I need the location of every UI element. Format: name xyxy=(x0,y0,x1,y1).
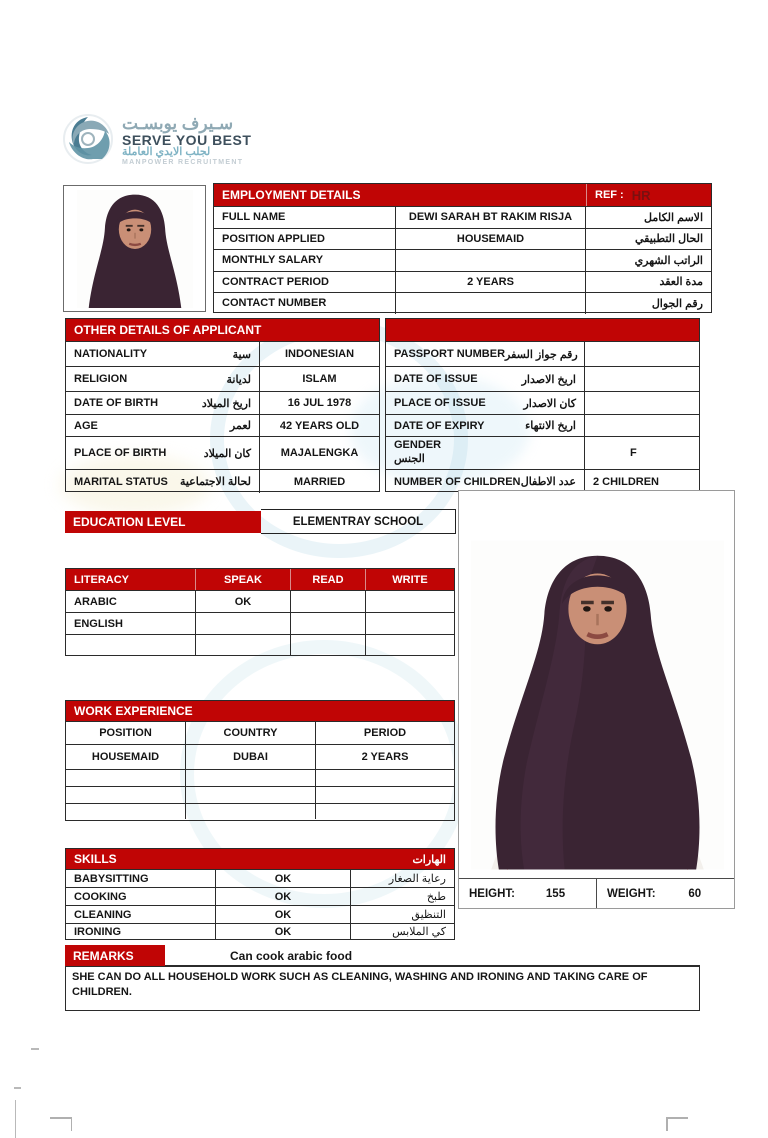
literacy-write xyxy=(366,591,454,612)
remarks-headline: Can cook arabic food xyxy=(230,948,353,963)
height-weight-row xyxy=(459,878,734,908)
literacy-read xyxy=(291,635,366,655)
work-header: PERIOD xyxy=(363,727,407,739)
remarks-divider xyxy=(165,965,700,966)
field-label: PASSPORT NUMBER xyxy=(394,348,506,360)
work-country: DUBAI xyxy=(186,745,316,769)
field-label-arabic: لحالة الاجتماعية xyxy=(179,476,251,488)
literacy-header: WRITE xyxy=(392,573,428,586)
logo-knot-icon xyxy=(62,110,114,171)
work-header: COUNTRY xyxy=(186,722,316,744)
field-value xyxy=(585,342,699,366)
field-label-arabic: اريخ الميلاد xyxy=(201,397,251,410)
field-label: DATE OF BIRTH xyxy=(74,397,159,409)
work-period xyxy=(316,787,454,803)
employment-details-title: EMPLOYMENT DETAILS xyxy=(222,188,361,202)
literacy-language xyxy=(66,635,196,655)
field-label-arabic: لديانة xyxy=(226,373,251,386)
field-label-arabic: رقم الجوال xyxy=(651,297,703,310)
logo-english-subtitle: MANPOWER RECRUITMENT xyxy=(122,158,244,166)
skill-label-arabic: طبخ xyxy=(426,891,446,903)
field-value: MAJALENGKA xyxy=(280,447,359,459)
literacy-header: LITERACY xyxy=(66,569,196,590)
literacy-speak xyxy=(196,613,291,634)
field-value: ISLAM xyxy=(302,373,337,385)
literacy-header: READ xyxy=(291,569,366,590)
other-details-left-table xyxy=(65,318,380,492)
field-label-arabic: اريخ الاصدار xyxy=(521,373,576,386)
literacy-header: SPEAK xyxy=(196,569,291,590)
height-value: 155 xyxy=(545,887,566,900)
literacy-language: ENGLISH xyxy=(66,613,196,634)
field-label-arabic: لعمر xyxy=(229,420,251,432)
agency-logo xyxy=(62,110,251,171)
field-label-arabic: الجنس xyxy=(394,453,425,465)
field-value: 42 YEARS OLD xyxy=(279,419,360,432)
work-header: POSITION xyxy=(66,722,186,744)
skill-label-arabic: رعاية الصغار xyxy=(388,873,446,885)
work-country xyxy=(186,770,316,786)
field-label: NUMBER OF CHILDREN xyxy=(394,475,521,488)
field-label-arabic: الحال التطبيقي xyxy=(634,233,703,246)
work-position xyxy=(66,804,186,819)
skill-value: OK xyxy=(216,924,351,939)
work-position xyxy=(66,770,186,786)
skill-value: OK xyxy=(216,888,351,905)
scan-mark xyxy=(15,1100,16,1138)
scan-mark xyxy=(31,1048,39,1050)
skills-table xyxy=(65,848,455,940)
skill-label: IRONING xyxy=(66,924,216,939)
field-label: PLACE OF ISSUE xyxy=(394,397,486,409)
field-value: 2 CHILDREN xyxy=(593,475,660,488)
field-label-arabic: سية xyxy=(232,348,251,361)
field-value: INDONESIAN xyxy=(284,348,355,360)
scan-corner-mark xyxy=(666,1117,688,1131)
field-label: GENDER xyxy=(394,439,442,452)
field-value xyxy=(585,415,699,436)
literacy-read xyxy=(291,613,366,634)
field-value xyxy=(585,367,699,391)
literacy-write xyxy=(366,613,454,634)
skill-label: CLEANING xyxy=(66,906,216,923)
education-level-label: EDUCATION LEVEL xyxy=(65,511,261,533)
remarks-label: REMARKS xyxy=(65,945,165,966)
field-value: DEWI SARAH BT RAKIM RISJA xyxy=(396,207,586,228)
field-label: FULL NAME xyxy=(214,207,396,228)
skill-label: BABYSITTING xyxy=(66,870,216,887)
field-label-arabic: رقم جواز السفر xyxy=(505,348,578,361)
field-label-arabic: كان الميلاد xyxy=(203,447,251,460)
skill-label-arabic: كي الملابس xyxy=(392,926,446,938)
field-label-arabic: اريخ الانتهاء xyxy=(525,420,576,432)
applicant-portrait-graphic xyxy=(471,535,724,870)
skill-label-arabic: التنظيق xyxy=(411,909,446,921)
field-label: MARITAL STATUS xyxy=(74,475,168,488)
weight-label: WEIGHT: xyxy=(607,887,656,900)
other-details-right-table xyxy=(385,318,700,492)
logo-arabic-title: سـيرف يوبسـت xyxy=(122,113,234,133)
weight-value: 60 xyxy=(688,887,702,900)
literacy-write xyxy=(366,635,454,655)
field-label: NATIONALITY xyxy=(74,348,148,360)
literacy-read xyxy=(291,591,366,612)
field-value: HOUSEMAID xyxy=(396,229,586,250)
work-period: 2 YEARS xyxy=(361,751,409,763)
skills-title-arabic: الهارات xyxy=(412,853,446,866)
literacy-language: ARABIC xyxy=(66,591,196,612)
field-label-arabic: كان الاصدار xyxy=(523,397,576,410)
height-label: HEIGHT: xyxy=(469,887,515,900)
applicant-photo-small xyxy=(63,185,206,312)
work-experience-title: WORK EXPERIENCE xyxy=(66,701,454,721)
work-country xyxy=(186,804,316,819)
field-label: DATE OF EXPIRY xyxy=(394,419,485,432)
field-label-arabic: مدة العقد xyxy=(659,276,703,289)
field-label: DATE OF ISSUE xyxy=(394,373,478,385)
employment-details-table xyxy=(213,183,712,313)
field-label: PLACE OF BIRTH xyxy=(74,447,167,459)
work-period xyxy=(316,804,454,819)
field-value: 16 JUL 1978 xyxy=(287,397,352,409)
literacy-speak xyxy=(196,635,291,655)
field-value: 2 YEARS xyxy=(396,272,586,293)
field-value: MARRIED xyxy=(293,475,346,488)
remarks-body: SHE CAN DO ALL HOUSEHOLD WORK SUCH AS CLEANING, WASHING AND IRONING AND TAKING CARE OF CHILDREN. xyxy=(65,966,700,1011)
other-details-title: OTHER DETAILS OF APPLICANT xyxy=(66,319,379,341)
logo-english-title: SERVE YOU BEST xyxy=(122,131,252,148)
scan-mark xyxy=(14,1087,21,1089)
work-experience-table xyxy=(65,700,455,821)
ref-label: REF : xyxy=(595,189,624,201)
field-label: CONTRACT PERIOD xyxy=(214,272,396,293)
field-label: MONTHLY SALARY xyxy=(214,250,396,271)
field-label-arabic: عدد الاطفال xyxy=(520,476,576,488)
work-position xyxy=(66,787,186,803)
literacy-table xyxy=(65,568,455,656)
field-value: F xyxy=(630,447,637,459)
field-label-arabic: الاسم الكامل xyxy=(644,211,703,224)
field-label: RELIGION xyxy=(74,373,128,385)
skill-label: COOKING xyxy=(66,888,216,905)
skill-value: OK xyxy=(216,906,351,923)
field-value xyxy=(585,392,699,414)
work-period xyxy=(316,770,454,786)
field-label: CONTACT NUMBER xyxy=(214,293,396,314)
literacy-speak: OK xyxy=(196,591,291,612)
work-position: HOUSEMAID xyxy=(66,745,186,769)
field-label: POSITION APPLIED xyxy=(214,229,396,250)
work-country xyxy=(186,787,316,803)
field-label: AGE xyxy=(74,419,98,432)
field-value xyxy=(396,250,586,271)
logo-arabic-subtitle: لجلب الايدي العاملة xyxy=(122,146,211,159)
applicant-photo-large xyxy=(458,490,735,909)
skills-title: SKILLS xyxy=(74,852,117,866)
passport-section-header xyxy=(386,319,699,341)
scan-corner-mark xyxy=(50,1117,72,1131)
field-value xyxy=(396,293,586,314)
applicant-portrait-graphic xyxy=(77,190,193,308)
skill-value: OK xyxy=(216,870,351,887)
field-label-arabic: الراتب الشهري xyxy=(634,254,703,267)
ref-value: HR xyxy=(631,187,651,203)
education-level-value: ELEMENTRAY SCHOOL xyxy=(261,509,456,534)
